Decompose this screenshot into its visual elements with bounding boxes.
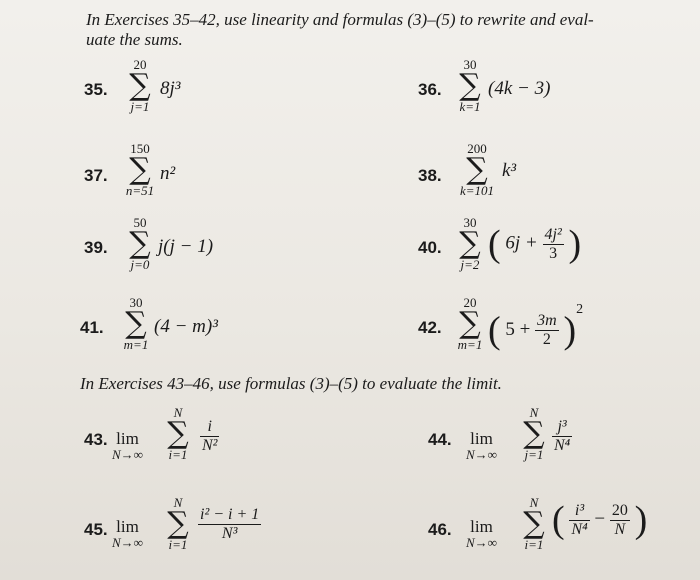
paren-close: ) [563,309,577,352]
numerator: i² − i + 1 [200,506,260,523]
sum-upper: N [173,495,183,510]
exercise-43-limit [112,430,143,462]
exercise-39-sum [118,216,162,272]
exercise-35-number: 35. [84,80,108,99]
term-part: 6j + [505,232,538,254]
exercise-46-limit [466,518,497,550]
minus-sign: − [594,508,606,530]
exercise-36-sum [448,58,492,114]
sum-lower: n=51 [125,183,155,198]
exercise-43-number: 43. [84,430,108,449]
sum-lower: k=1 [459,99,481,114]
sigma-symbol: ∑ [459,306,481,341]
exponent: 2 [576,302,584,317]
denominator: N⁴ [571,520,588,538]
fraction [535,312,559,349]
exercise-44-limit [466,430,497,462]
sigma-symbol: ∑ [459,68,481,103]
sigma-symbol: ∑ [523,506,545,541]
lim-label: lim [116,517,139,536]
sum-lower: m=1 [457,337,483,352]
paren-close: ) [568,223,582,265]
fraction [552,418,572,455]
sum-upper: 20 [133,57,147,72]
denominator: 3 [549,244,558,262]
sum-upper: 50 [133,215,147,230]
exercise-44-sum [512,406,556,462]
lim-subscript: N→∞ [466,535,497,550]
sum-lower: i=1 [168,537,188,552]
exercise-44-term [552,418,572,455]
sum-upper: 20 [463,295,477,310]
exercise-38-number: 38. [418,166,442,185]
denominator: N [614,520,626,538]
exercise-39-number: 39. [84,238,108,257]
exercise-44-number: 44. [428,430,452,449]
exercise-40-sum [448,216,492,272]
exercise-38-sum [450,142,504,198]
term-part: 5 + [505,319,531,340]
sigma-symbol: ∑ [167,416,189,451]
exercise-36-number: 36. [418,80,442,99]
numerator: 20 [611,501,628,519]
sigma-symbol: ∑ [129,152,151,187]
sum-lower: i=1 [168,447,188,462]
sum-upper: N [173,405,183,420]
exercise-38-term: k³ [502,160,517,181]
numerator: i [200,418,219,437]
exercise-37-number: 37. [84,166,108,185]
exercise-45-limit [112,518,143,550]
exercise-43-term [200,418,219,455]
numerator: j³ [552,418,572,437]
sum-upper: 150 [130,141,150,156]
sum-upper: 30 [463,57,477,72]
instructions-mid: In Exercises 43–46, use formulas (3)–(5) to evaluate the limit. [80,374,502,393]
exercise-41-term: (4 − m)³ [154,316,218,337]
exercise-37-sum [118,142,162,198]
exercise-45-number: 45. [84,520,108,539]
exercise-42-term [488,302,583,353]
instructions-top [86,10,594,50]
exercise-45-sum [156,496,200,552]
paren-open: ( [552,499,565,541]
fraction [569,502,589,539]
exercise-41-number: 41. [80,318,104,337]
paren-open: ( [488,223,501,265]
exercise-42-sum [448,296,492,352]
exercise-35-term: 8j³ [160,78,181,99]
sum-upper: N [529,405,539,420]
sum-lower: j=0 [130,257,150,272]
sigma-symbol: ∑ [167,506,189,541]
sum-upper: 200 [467,141,487,156]
exercise-46-term [552,498,647,542]
sum-lower: j=1 [130,99,150,114]
sum-lower: j=1 [524,447,544,462]
lim-subscript: N→∞ [112,447,143,462]
sigma-symbol: ∑ [129,68,151,103]
exercise-45-term [198,506,261,543]
sigma-symbol: ∑ [459,226,481,261]
sigma-symbol: ∑ [466,152,488,187]
sum-upper: 30 [129,295,143,310]
sum-upper: N [529,495,539,510]
sum-lower: j=2 [460,257,480,272]
exercise-42-number: 42. [418,318,442,337]
sum-lower: k=101 [459,183,495,198]
lim-label: lim [116,429,139,448]
sigma-symbol: ∑ [129,226,151,261]
exercise-46-number: 46. [428,520,452,539]
exercise-39-term: j(j − 1) [158,236,214,257]
fraction [198,506,261,543]
exercise-35-sum [118,58,162,114]
paren-open: ( [488,309,501,352]
lim-subscript: N→∞ [112,535,143,550]
exercise-43-sum [156,406,200,462]
denominator: N³ [221,525,238,542]
sigma-symbol: ∑ [125,306,147,341]
sum-upper: 30 [463,215,477,230]
paren-close: ) [634,499,648,541]
lim-label: lim [470,517,493,536]
lim-label: lim [470,429,493,448]
numerator: 4j² [544,225,562,243]
exercise-40-number: 40. [418,238,442,257]
denominator: N⁴ [554,437,571,454]
numerator: i³ [569,502,589,521]
denominator: N² [202,437,218,454]
instructions-line-2: uate the sums. [86,30,183,49]
fraction [543,226,564,263]
sigma-symbol: ∑ [523,416,545,451]
fraction-2 [610,502,630,539]
exercise-41-sum [114,296,158,352]
lim-subscript: N→∞ [466,447,497,462]
instructions-line-1: In Exercises 35–42, use linearity and formulas (3)–(5) to rewrite and eval- [86,10,594,29]
numerator: 3m [537,312,557,330]
sum-lower: i=1 [524,537,544,552]
exercise-37-term: n² [160,163,176,184]
exercise-36-term: (4k − 3) [488,78,551,99]
denominator: 2 [542,331,551,349]
sum-lower: m=1 [123,337,149,352]
fraction [200,418,219,455]
exercise-46-sum [512,496,556,552]
exercise-40-term [488,222,581,266]
